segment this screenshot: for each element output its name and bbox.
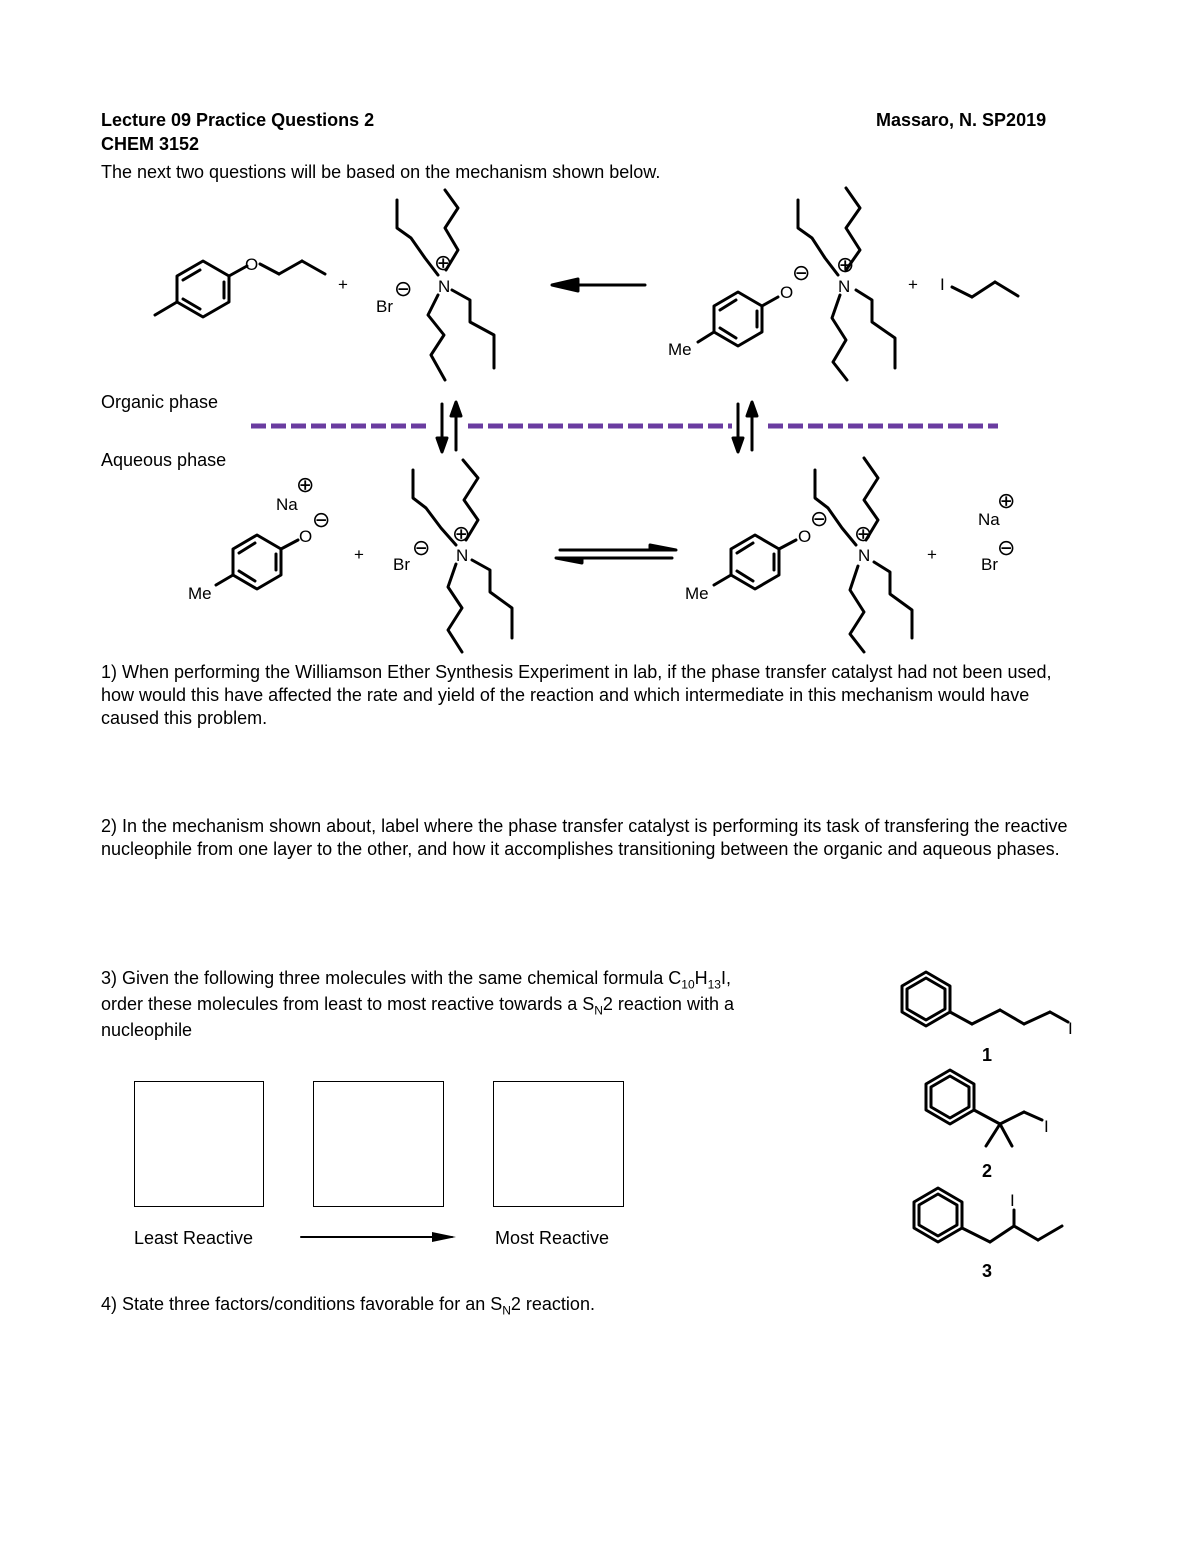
methyl-label-3: Me [685,584,709,603]
tba-phenoxide-top-structure [698,188,1018,380]
most-reactive-label: Most Reactive [495,1228,610,1248]
nitrogen-label-1: N [438,277,451,296]
iodine-label-m3: I [1010,1191,1015,1210]
methyl-label-1: Me [668,340,692,359]
negative-charge-2: ⊖ [792,260,811,285]
molecule-2-number: 2 [982,1161,993,1181]
question-3-line-1: 3) Given the following three molecules with the same chemical formula $C_{10}H_{13}I$, [101,968,731,992]
tba-phenoxide-bottom-structure [714,458,912,652]
plus-label-4: + [927,545,937,564]
answer-box-3[interactable] [493,1081,624,1207]
molecule-3-structure [914,1188,1062,1242]
positive-charge-2: ⊕ [836,252,855,277]
oxygen-label-2: O [780,283,794,302]
oxygen-label-3: O [299,527,313,546]
plus-label-2: + [908,275,918,294]
molecule-1-structure [902,972,1068,1026]
negative-charge-5: ⊖ [810,506,829,531]
positive-charge-6: ⊕ [997,488,1016,513]
positive-charge-3: ⊕ [296,472,315,497]
question-3-line-2: order these molecules from least to most reactive towards a $S_N2$ reaction with a [101,994,734,1018]
plus-label-1: + [338,275,348,294]
author-term: Massaro, N. SP2019 [876,110,1047,130]
sodium-label-1: Na [276,495,298,514]
negative-charge-4: ⊖ [412,535,431,560]
question-2: 2) In the mechanism shown about, label where the phase transfer catalyst is performing its task of transfering the reactive nucleophile from one layer to the other, and how it accomplishes transitioning between the organic and aqueous phases. [101,816,1068,859]
iodine-label-m2: I [1044,1117,1049,1136]
molecule-1-number: 1 [982,1045,993,1065]
negative-charge-1: ⊖ [394,276,413,301]
oxygen-label-4: O [798,527,812,546]
answer-box-1[interactable] [134,1081,264,1207]
positive-charge-5: ⊕ [854,521,873,546]
negative-charge-6: ⊖ [997,535,1016,560]
intro-text: The next two questions will be based on the mechanism shown below. [101,162,661,182]
bromine-label-1: Br [376,297,393,316]
question-1: 1) When performing the Williamson Ether Synthesis Experiment in lab, if the phase transfer catalyst had not been used, how would this have affected the rate and yield of the reaction and which intermediate in this mechanism would have caused this problem. [101,662,1052,728]
positive-charge-1: ⊕ [434,250,453,275]
nitrogen-label-4: N [858,546,871,565]
molecule-3-number: 3 [982,1261,993,1281]
iodine-label-1: I [940,275,945,294]
question-4: 4) State three factors/conditions favorable for an $S_N2$ reaction. [101,1294,595,1318]
methyl-label-2: Me [188,584,212,603]
page-title: Lecture 09 Practice Questions 2 [101,110,375,130]
answer-box-2[interactable] [313,1081,444,1207]
question-3-line-3: nucleophile [101,1020,193,1040]
oxygen-label-1: O [245,255,259,274]
molecule-2-structure [926,1070,1042,1146]
sodium-phenoxide-structure [216,535,298,589]
bromine-label-2: Br [393,555,410,574]
least-reactive-label: Least Reactive [134,1228,254,1248]
aqueous-phase-label: Aqueous phase [101,450,227,470]
negative-charge-3: ⊖ [312,507,331,532]
sodium-label-2: Na [978,510,1000,529]
nitrogen-label-3: N [456,546,469,565]
iodine-label-m1: I [1068,1019,1073,1038]
plus-label-3: + [354,545,364,564]
bromine-label-3: Br [981,555,998,574]
positive-charge-4: ⊕ [452,521,471,546]
organic-phase-label: Organic phase [101,392,219,412]
nitrogen-label-2: N [838,277,851,296]
ether-product-structure [155,261,325,317]
course-code: CHEM 3152 [101,134,200,154]
